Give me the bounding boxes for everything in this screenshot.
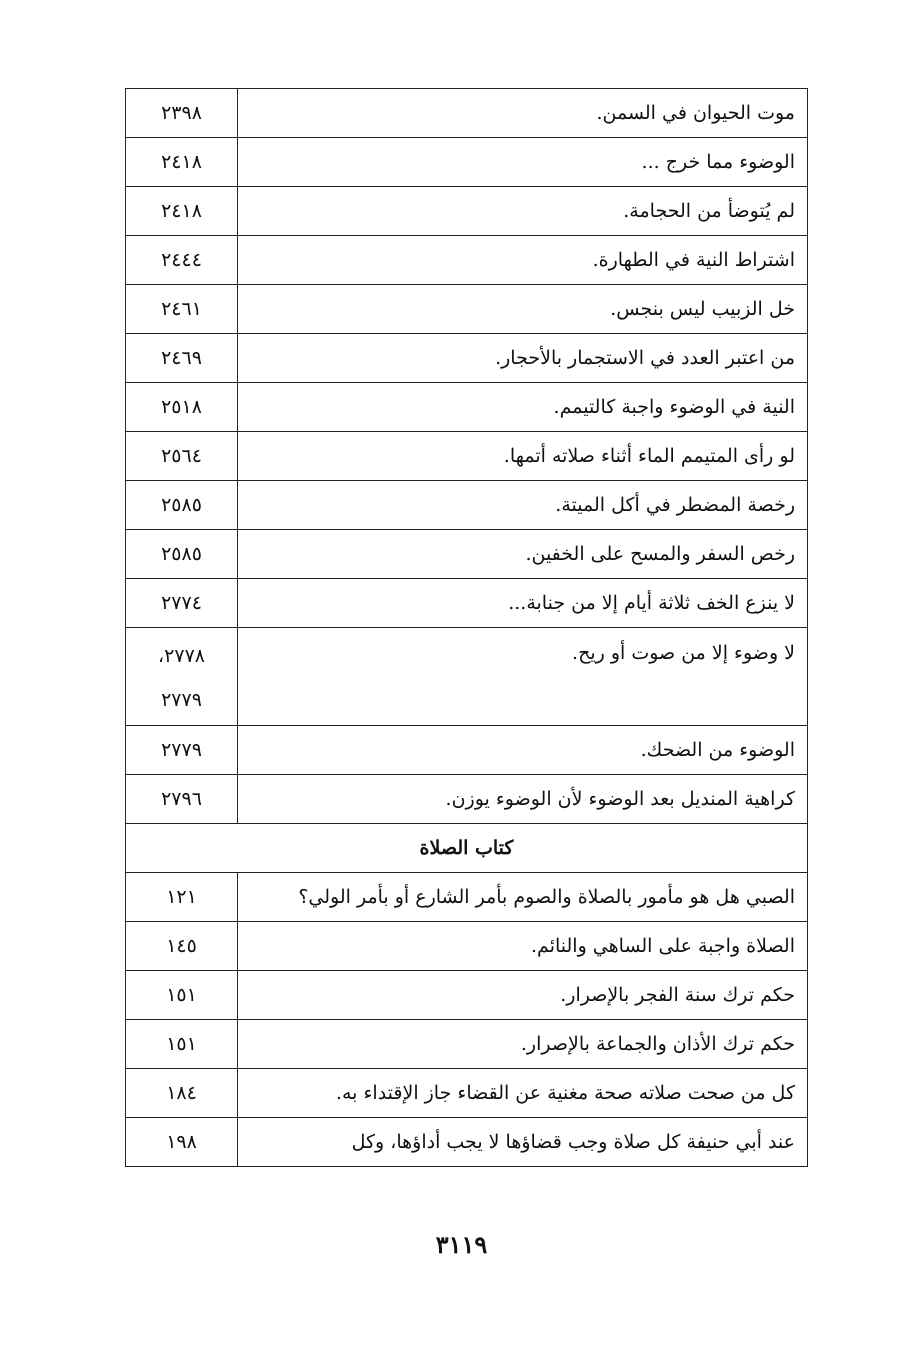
table-row [126,236,808,285]
reference-cell: ٢٣٩٨ [126,89,238,138]
table-row [126,432,808,481]
reference-cell: ٢٤٤٤ [126,236,238,285]
reference-cell: ١٨٤ [126,1069,238,1118]
reference-cell: ١٤٥ [126,922,238,971]
table-row [126,89,808,138]
table-row [126,1118,808,1167]
topic-cell: لا ينزع الخف ثلاثة أيام إلا من جنابة... [238,579,808,628]
reference-cell: ٢٤١٨ [126,138,238,187]
table-row [126,530,808,579]
table-row [126,138,808,187]
index-table [125,88,808,1167]
topic-cell: عند أبي حنيفة كل صلاة وجب قضاؤها لا يجب أداؤها، وكل [238,1118,808,1167]
topic-cell: الصبي هل هو مأمور بالصلاة والصوم بأمر الشارع أو بأمر الولي؟ [238,873,808,922]
table-row [126,775,808,824]
topic-cell: لا وضوء إلا من صوت أو ريح. [238,628,808,726]
table-row [126,628,808,726]
section-heading-row [126,824,808,873]
reference-cell: ٢٧٧٤ [126,579,238,628]
reference-cell: ٢٧٧٩ [126,726,238,775]
topic-cell: موت الحيوان في السمن. [238,89,808,138]
topic-cell: النية في الوضوء واجبة كالتيمم. [238,383,808,432]
reference-cell: ١٩٨ [126,1118,238,1167]
topic-cell: الوضوء من الضحك. [238,726,808,775]
table-row [126,187,808,236]
reference-line: ٢٧٧٩ [161,689,202,711]
reference-cell: ٢٥١٨ [126,383,238,432]
topic-cell: من اعتبر العدد في الاستجمار بالأحجار. [238,334,808,383]
section-heading: كتاب الصلاة [126,824,808,873]
table-row [126,285,808,334]
table-row [126,922,808,971]
reference-cell: ٢٥٨٥ [126,481,238,530]
table-row [126,873,808,922]
reference-cell: ٢٤٦١ [126,285,238,334]
reference-cell [126,628,238,726]
table-row [126,971,808,1020]
topic-cell: لم يُتوضأ من الحجامة. [238,187,808,236]
table-row [126,334,808,383]
topic-cell: رخص السفر والمسح على الخفين. [238,530,808,579]
reference-cell: ٢٧٩٦ [126,775,238,824]
table-row [126,726,808,775]
table-row [126,579,808,628]
reference-cell: ٢٤٦٩ [126,334,238,383]
topic-cell: كراهية المنديل بعد الوضوء لأن الوضوء يوزن. [238,775,808,824]
reference-cell: ٢٥٦٤ [126,432,238,481]
topic-cell: الوضوء مما خرج ... [238,138,808,187]
topic-cell: حكم ترك سنة الفجر بالإصرار. [238,971,808,1020]
reference-cell: ٢٥٨٥ [126,530,238,579]
topic-cell: خل الزبيب ليس بنجس. [238,285,808,334]
topic-cell: لو رأى المتيمم الماء أثناء صلاته أتمها. [238,432,808,481]
table-row [126,1020,808,1069]
topic-cell: رخصة المضطر في أكل الميتة. [238,481,808,530]
page-number: ٣١١٩ [435,1230,488,1259]
table-row [126,383,808,432]
topic-cell: الصلاة واجبة على الساهي والنائم. [238,922,808,971]
table-row [126,481,808,530]
reference-cell: ١٥١ [126,1020,238,1069]
reference-cell: ١٢١ [126,873,238,922]
reference-line: ٢٧٧٨، [158,645,205,667]
reference-cell: ٢٤١٨ [126,187,238,236]
reference-cell: ١٥١ [126,971,238,1020]
topic-cell: اشتراط النية في الطهارة. [238,236,808,285]
topic-cell: كل من صحت صلاته صحة مغنية عن القضاء جاز الإقتداء به. [238,1069,808,1118]
table-row [126,1069,808,1118]
topic-cell: حكم ترك الأذان والجماعة بالإصرار. [238,1020,808,1069]
